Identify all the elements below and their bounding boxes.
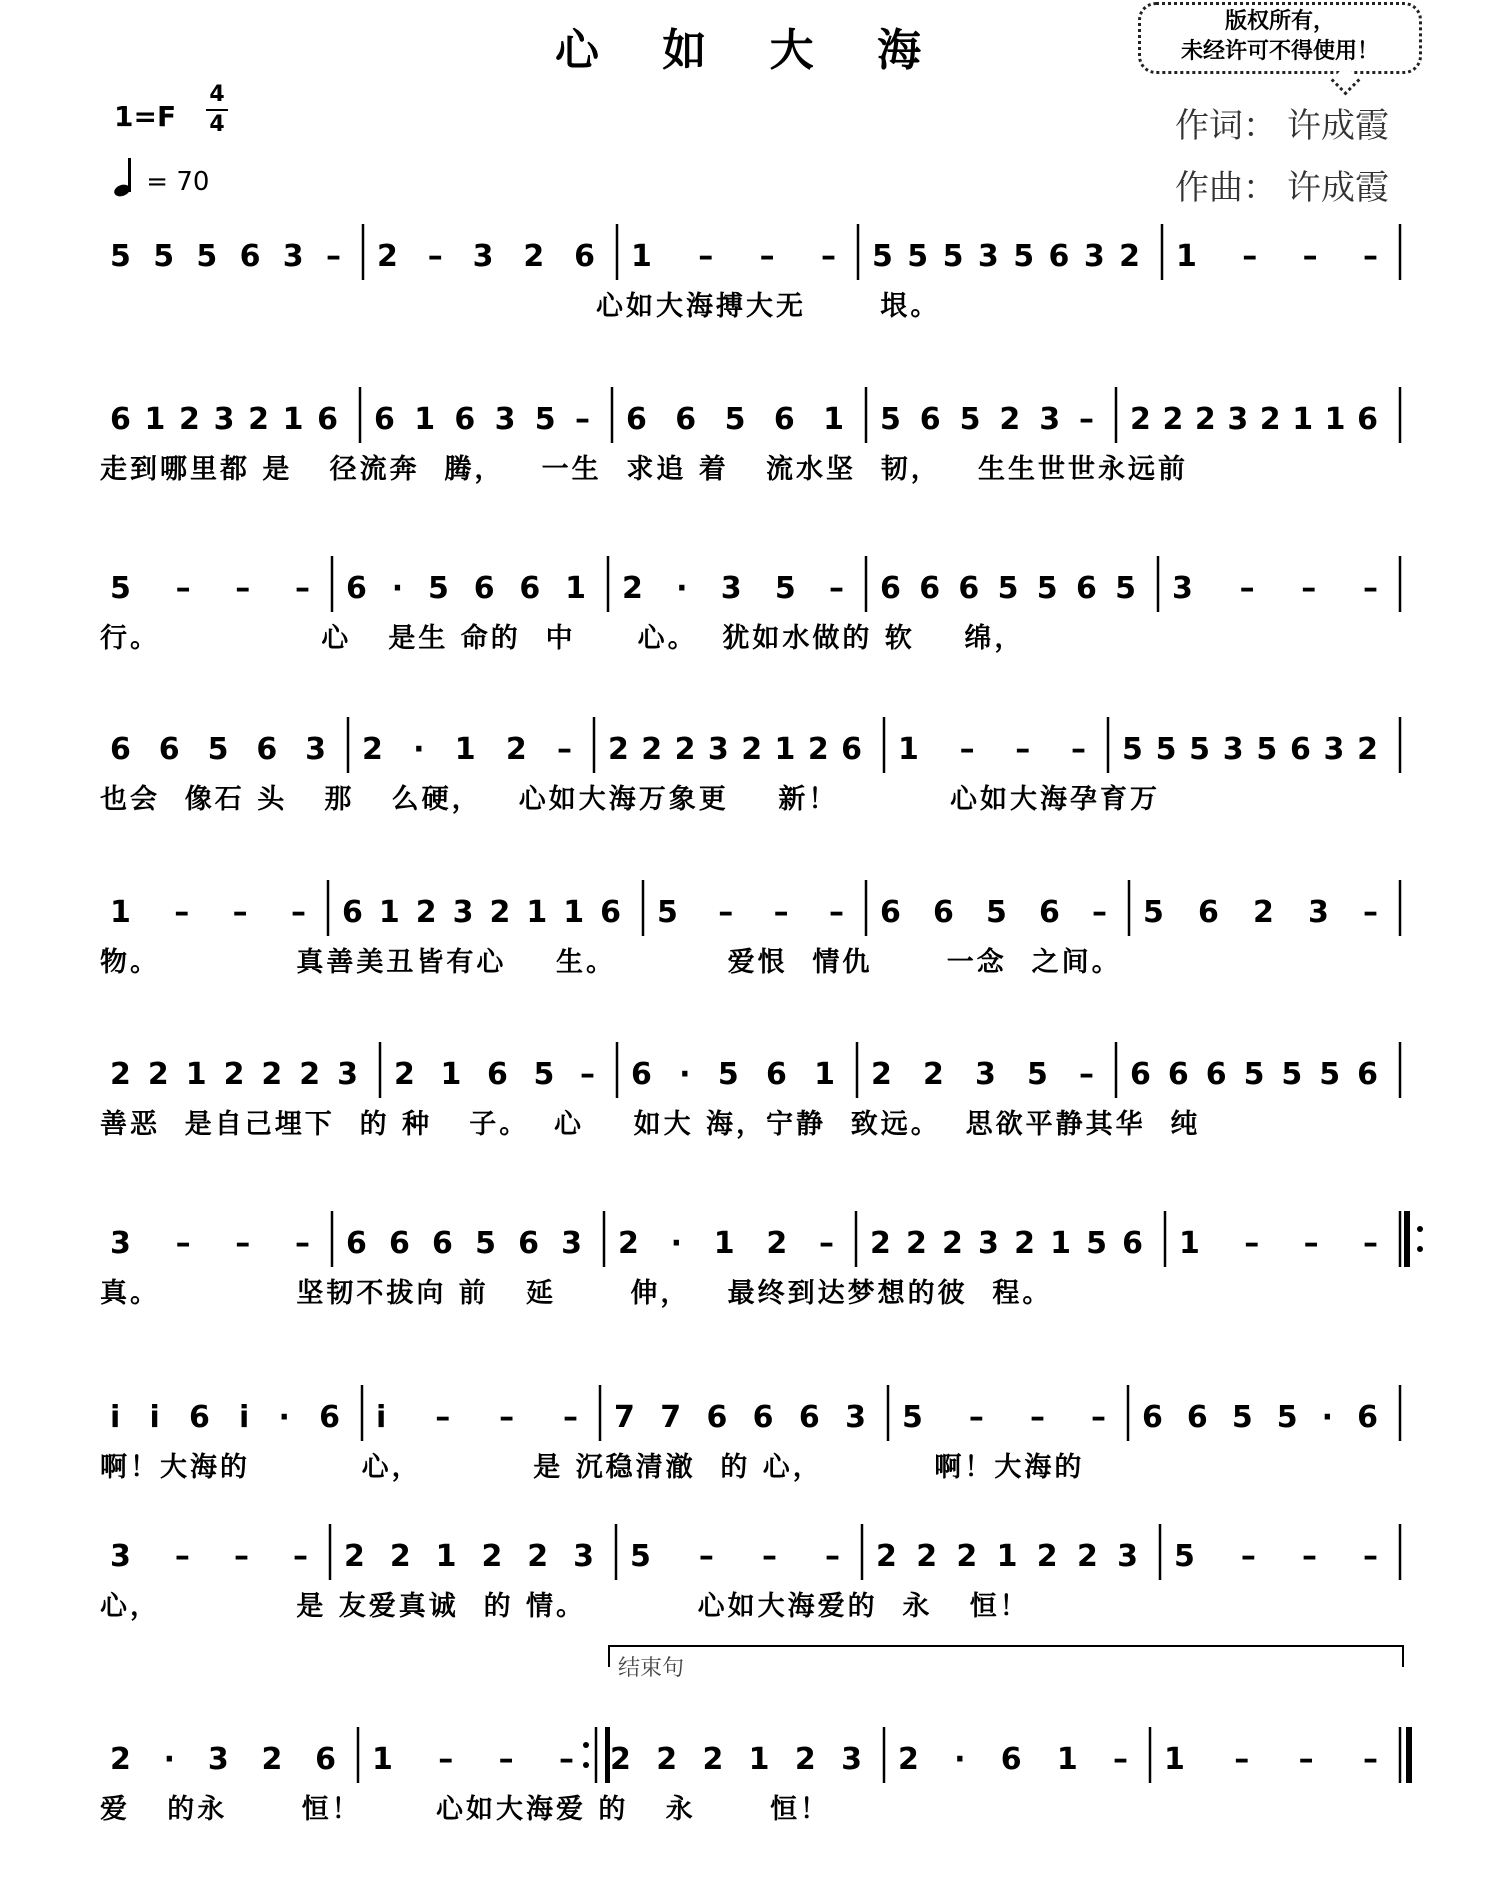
- measure-notes: 2 2 2 3 2 1 2 6: [608, 732, 862, 767]
- lyricist-credit: [1175, 98, 1389, 147]
- measure-notes: 2 1 6 5 –: [394, 1057, 595, 1092]
- lyrics-line: 心， 是 友爱真诚 的 情。 心如大海爱的 永 恒！: [100, 1591, 1030, 1622]
- measure-notes: 1 – – –: [110, 895, 306, 930]
- measure-notes: 5 6 2 3 –: [1143, 895, 1378, 930]
- repeat-dot: [583, 1742, 589, 1748]
- measure-notes: 2 2 2 3 2 1 5 6: [870, 1226, 1143, 1261]
- tempo-marking: [114, 158, 209, 197]
- measure-notes: 3 – – –: [110, 1226, 310, 1261]
- notation-row: [0, 381, 1500, 451]
- measure-notes: 5 – – –: [1174, 1539, 1378, 1574]
- composer-name: 许成霞: [1287, 168, 1389, 208]
- measure-notes: 5 – – –: [110, 571, 310, 606]
- measure-notes: 6 · 5 6 6 1: [346, 571, 586, 606]
- measure-notes: 6 1 2 3 2 1 6: [110, 402, 338, 437]
- notation-row: [0, 1379, 1500, 1449]
- heavy-barline: [605, 1727, 610, 1783]
- copyright-line-2: 未经许可不得使用！: [1180, 39, 1379, 64]
- measure-notes: 2 2 2 3 2 1 1 6: [1130, 402, 1378, 437]
- measure-notes: 2 · 3 2 6: [110, 1742, 336, 1777]
- measure-notes: 1 – – –: [372, 1742, 574, 1777]
- measure-notes: 1 – – –: [1179, 1226, 1378, 1261]
- notation-row: [0, 874, 1500, 944]
- measure-notes: i i 6 i · 6: [110, 1400, 340, 1435]
- lyricist-label: 作词：: [1175, 106, 1277, 146]
- measure-notes: 6 6 5 6 1: [626, 402, 844, 437]
- song-title: 心 如 大 海: [555, 25, 945, 76]
- repeat-dot: [1417, 1226, 1423, 1232]
- measure-notes: 6 · 5 6 1: [631, 1057, 835, 1092]
- lyrics-line: 善恶 是自己埋下 的 种 子。 心 如大 海，宁静 致远。 思欲平静其华 纯: [100, 1109, 1201, 1140]
- repeat-dot: [583, 1762, 589, 1768]
- measure-notes: 5 – – –: [657, 895, 844, 930]
- measure-notes: 2 2 3 5 –: [871, 1057, 1094, 1092]
- lyrics-line: 也会 像石 头 那 么硬， 心如大海万象更 新！ 心如大海孕育万: [100, 784, 1160, 815]
- measure-notes: 6 6 6 5 6 3: [346, 1226, 582, 1261]
- measure-notes: 3 – – –: [1172, 571, 1378, 606]
- measure-notes: 5 5 5 3 5 6 3 2: [872, 239, 1140, 274]
- lyrics-line: 心如大海搏大无 垠。: [100, 291, 941, 322]
- measure-notes: 6 6 5 6 –: [880, 895, 1107, 930]
- notation-row: [0, 550, 1500, 620]
- time-signature-top: 4: [209, 82, 225, 107]
- measure-notes: 2 2 2 1 2 2 3: [876, 1539, 1138, 1574]
- lyrics-line: 啊！大海的 心， 是 沉稳清澈 的 心， 啊！大海的: [100, 1452, 1085, 1483]
- measure-notes: 3 – – –: [110, 1539, 308, 1574]
- lyrics-line: 物。 真善美丑皆有心 生。 爱恨 情仇 一念 之间。: [100, 947, 1122, 978]
- lyrics-line: 爱 的永 恒！ 心如大海爱 的 永 恒！: [100, 1794, 830, 1825]
- copyright-line-1: 版权所有，: [1224, 9, 1335, 34]
- measure-notes: 2 · 1 2 –: [618, 1226, 834, 1261]
- measure-notes: 2 · 1 2 –: [362, 732, 572, 767]
- notation-row: [0, 218, 1500, 288]
- measure-notes: 6 6 5 5 · 6: [1142, 1400, 1378, 1435]
- measure-notes: 6 6 6 5 5 5 6: [1130, 1057, 1378, 1092]
- lyrics-line: 走到哪里都 是 径流奔 腾， 一生 求追 着 流水坚 韧， 生生世世永远前: [100, 454, 1188, 485]
- measure-notes: 2 – 3 2 6: [377, 239, 595, 274]
- measure-notes: 1 – – –: [898, 732, 1086, 767]
- time-signature-bottom: 4: [209, 112, 225, 137]
- measure-notes: 1 – – –: [1176, 239, 1378, 274]
- copyright-notice: [1138, 2, 1422, 74]
- measure-notes: 6 6 5 6 3: [110, 732, 326, 767]
- measure-notes: 1 – – –: [631, 239, 836, 274]
- measure-notes: 5 6 5 2 3 –: [880, 402, 1094, 437]
- notation-row: [0, 1518, 1500, 1588]
- measure-notes: 5 – – –: [902, 1400, 1106, 1435]
- repeat-dot: [1417, 1246, 1423, 1252]
- notation-row: [0, 711, 1500, 781]
- composer-credit: [1175, 160, 1389, 209]
- heavy-barline: [1406, 1727, 1412, 1783]
- measure-notes: 2 2 2 1 2 3: [610, 1742, 862, 1777]
- measure-notes: 6 1 2 3 2 1 1 6: [342, 895, 621, 930]
- heavy-barline: [1404, 1211, 1410, 1267]
- measure-notes: 2 2 1 2 2 2 3: [110, 1057, 358, 1092]
- time-signature-divider: [206, 109, 228, 111]
- notation-row: [0, 1036, 1500, 1106]
- ending-label: 结束句: [618, 1656, 685, 1681]
- time-signature: [206, 82, 228, 138]
- quarter-note-icon: [114, 158, 138, 196]
- measure-notes: 2 · 3 5 –: [622, 571, 844, 606]
- notation-row: [0, 1721, 1500, 1791]
- lyrics-line: 行。 心 是生 命的 中 心。 犹如水做的 软 绵，: [100, 623, 1025, 654]
- measure-notes: i – – –: [376, 1400, 578, 1435]
- measure-notes: 6 6 6 5 5 6 5: [880, 571, 1136, 606]
- lyricist-name: 许成霞: [1287, 106, 1389, 146]
- measure-notes: 7 7 6 6 6 3: [614, 1400, 866, 1435]
- measure-notes: 2 · 6 1 –: [898, 1742, 1128, 1777]
- measure-notes: 5 5 5 3 5 6 3 2: [1122, 732, 1378, 767]
- ending-bracket: [608, 1645, 1404, 1667]
- composer-label: 作曲：: [1175, 168, 1277, 208]
- measure-notes: 6 1 6 3 5 –: [374, 402, 590, 437]
- notation-row: [0, 1205, 1500, 1275]
- lyrics-line: 真。 坚韧不拔向 前 延 伸， 最终到达梦想的彼 程。: [100, 1278, 1053, 1309]
- key-signature: 1=F: [114, 100, 177, 133]
- tempo-value: = 70: [146, 167, 210, 197]
- measure-notes: 5 – – –: [630, 1539, 840, 1574]
- measure-notes: 2 2 1 2 2 3: [344, 1539, 594, 1574]
- measure-notes: 1 – – –: [1164, 1742, 1378, 1777]
- measure-notes: 5 5 5 6 3 –: [110, 239, 341, 274]
